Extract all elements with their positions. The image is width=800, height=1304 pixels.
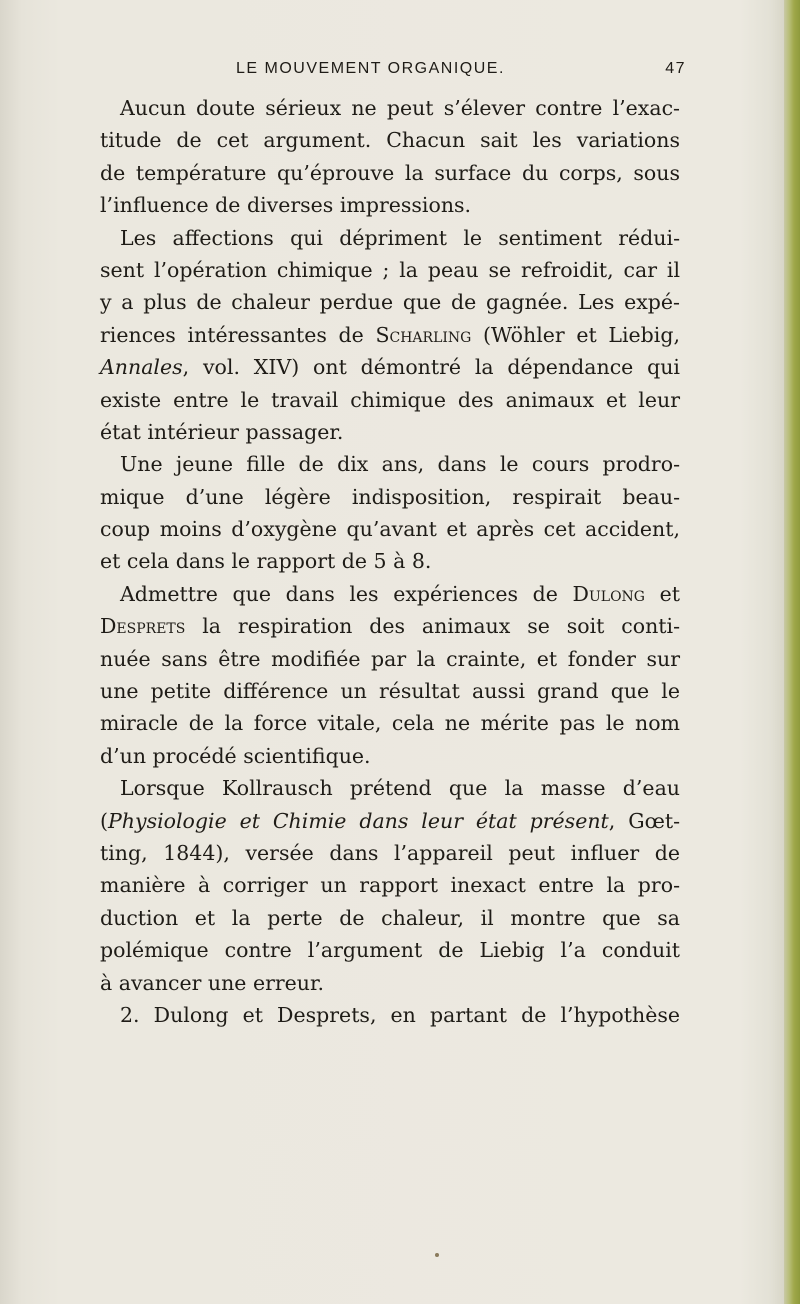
text-line: duction et la perte de chaleur, il montre que sa <box>100 905 680 930</box>
text-run: ( <box>100 808 108 833</box>
author-name-scharling: Scharling <box>375 322 472 347</box>
text-line: ting, 1844), versée dans l’appareil peut influer de <box>100 840 680 865</box>
text-run: et <box>644 581 680 606</box>
author-name-dulong: Dulong <box>572 581 645 606</box>
text-line: nuée sans être modifiée par la crainte, et fonder sur <box>100 646 680 671</box>
page-binding-edge <box>784 0 800 1304</box>
text-run: la respiration des animaux se soit conti- <box>185 614 680 639</box>
text-line: mique d’une légère indisposition, respirait beau- <box>100 484 680 509</box>
text-line: l’influence de diverses impressions. <box>100 193 472 218</box>
text-line: manière à corriger un rapport inexact entre la pro- <box>100 873 680 898</box>
text-line: titude de cet argument. Chacun sait les variations <box>100 128 680 153</box>
text-line: état intérieur passager. <box>100 419 344 444</box>
text-line: existe entre le travail chimique des animaux et leur <box>100 387 680 412</box>
text-run: , Gœt- <box>608 808 681 833</box>
running-title: LE MOUVEMENT ORGANIQUE. <box>236 60 505 77</box>
text-line: miracle de la force vitale, cela ne mérite pas le nom <box>100 711 680 736</box>
text-line: Aucun doute sérieux ne peut s’élever contre l’exac- <box>120 96 680 120</box>
text-run: riences intéressantes de <box>100 322 376 347</box>
text-line: d’un procédé scientifique. <box>100 743 371 768</box>
text-line <box>100 610 680 642</box>
ink-speck <box>435 1253 439 1257</box>
text-line <box>100 578 680 610</box>
text-line: à avancer une erreur. <box>100 970 325 995</box>
text-line <box>100 351 680 383</box>
text-line: y a plus de chaleur perdue que de gagnée. Les expé- <box>100 290 680 315</box>
book-title-physiologie: Physiologie et Chimie dans leur état présent <box>108 808 609 833</box>
text-line: polémique contre l’argument de Liebig l’a conduit <box>100 938 680 963</box>
text-line: sent l’opération chimique ; la peau se refroidit, car il <box>100 257 680 282</box>
text-line: Les affections qui dépriment le sentiment rédui- <box>120 225 680 250</box>
text-line: Lorsque Kollrausch prétend que la masse d’eau <box>120 776 680 801</box>
text-line: et cela dans le rapport de 5 à 8. <box>100 549 432 574</box>
text-run: , vol. XIV) ont démontré la dépendance qui <box>182 355 680 380</box>
text-line: une petite différence un résultat aussi grand que le <box>100 679 680 704</box>
text-line <box>100 805 680 837</box>
running-head <box>236 60 686 84</box>
text-line: coup moins d’oxygène qu’avant et après cet accident, <box>100 517 680 542</box>
author-name-desprets: Desprets <box>100 614 186 639</box>
text-line <box>100 319 680 351</box>
text-line: de température qu’éprouve la surface du corps, sous <box>100 160 680 185</box>
body-text <box>100 92 680 1031</box>
text-line: Une jeune fille de dix ans, dans le cours prodro- <box>120 452 680 477</box>
text-line: 2. Dulong et Desprets, en partant de l’hypothèse <box>120 1002 680 1027</box>
text-run: Admettre que dans les expériences de <box>120 581 573 606</box>
text-run: (Wöhler et Liebig, <box>471 322 680 347</box>
page-number: 47 <box>665 60 686 77</box>
journal-title-annales: Annales <box>100 355 183 380</box>
